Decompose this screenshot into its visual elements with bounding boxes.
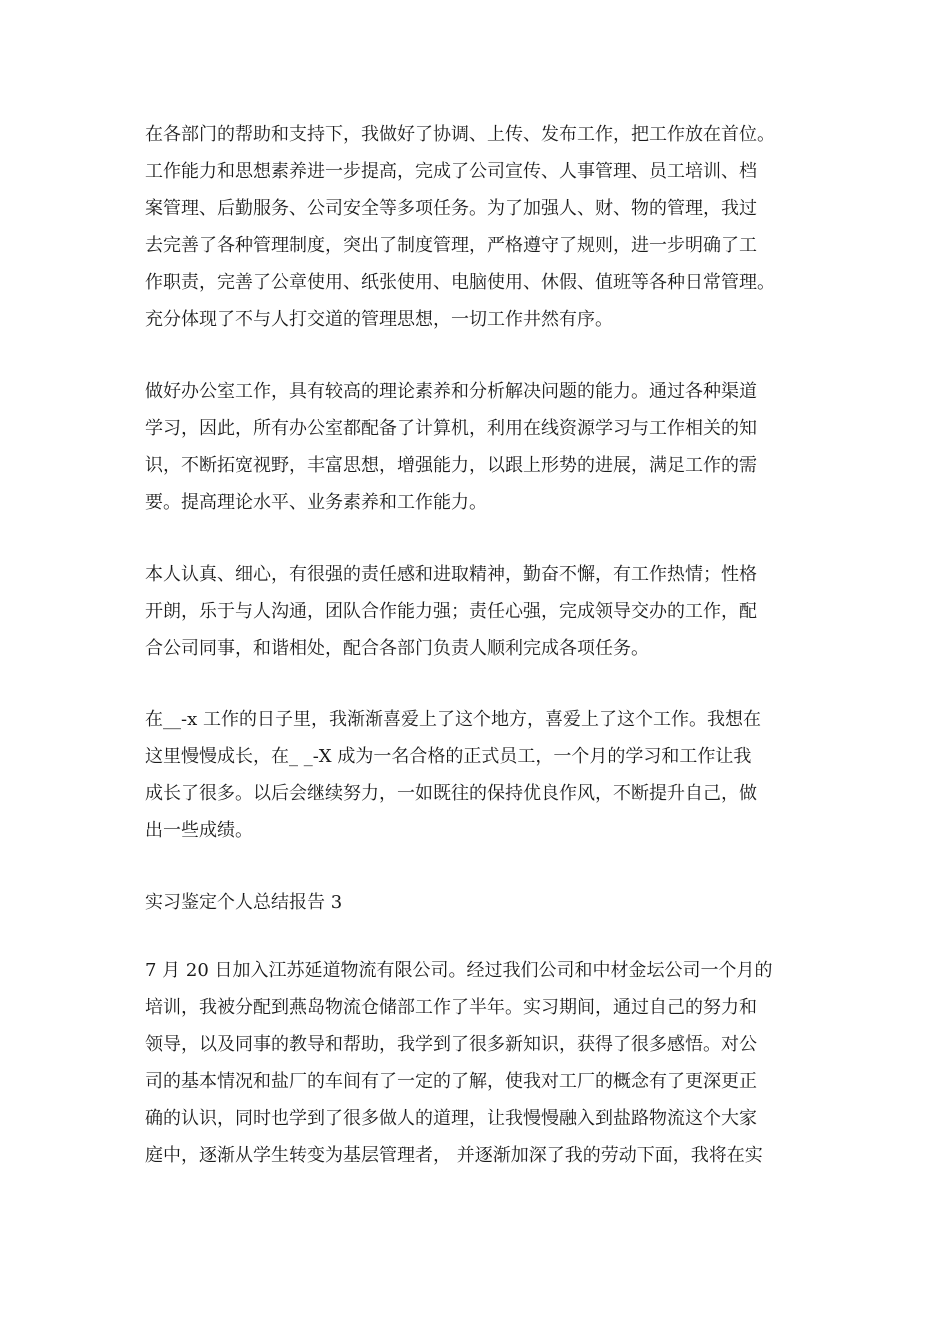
section-title: 实习鉴定个人总结报告 3	[145, 892, 343, 913]
text-line: 领导，以及同事的教导和帮助，我学到了很多新知识，获得了很多感悟。对公	[145, 1034, 757, 1055]
paragraph-1	[145, 116, 813, 338]
text-line: 学习，因此，所有办公室都配备了计算机，利用在线资源学习与工作相关的知	[145, 418, 757, 439]
paragraph-3	[145, 556, 813, 667]
paragraph-5	[145, 952, 813, 1174]
text-line: 培训，我被分配到燕岛物流仓储部工作了半年。实习期间，通过自己的努力和	[145, 997, 757, 1018]
text-line: 成长了很多。以后会继续努力，一如既往的保持优良作风，不断提升自己，做	[145, 783, 757, 804]
text-line: 开朗，乐于与人沟通，团队合作能力强；责任心强，完成领导交办的工作，配	[145, 601, 757, 622]
section-heading	[145, 884, 813, 921]
text-line: 出一些成绩。	[145, 820, 253, 841]
paragraph-2	[145, 373, 813, 521]
text-line: 确的认识，同时也学到了很多做人的道理，让我慢慢融入到盐路物流这个大家	[145, 1108, 757, 1129]
text-line: 工作能力和思想素养进一步提高，完成了公司宣传、人事管理、员工培训、档	[145, 161, 757, 182]
text-line: 7 月 20 日加入江苏延道物流有限公司。经过我们公司和中材金坛公司一个月的	[145, 960, 773, 981]
text-line: 作职责，完善了公章使用、纸张使用、电脑使用、休假、值班等各种日常管理。	[145, 272, 775, 293]
text-line: 这里慢慢成长，在_ _-X 成为一名合格的正式员工，一个月的学习和工作让我	[145, 746, 752, 767]
text-line: 在__-x 工作的日子里，我渐渐喜爱上了这个地方，喜爱上了这个工作。我想在	[145, 709, 761, 730]
paragraph-4	[145, 701, 813, 849]
text-line: 要。提高理论水平、业务素养和工作能力。	[145, 492, 487, 513]
text-line: 庭中，逐渐从学生转变为基层管理者， 并逐渐加深了我的劳动下面，我将在实	[145, 1145, 763, 1166]
text-line: 充分体现了不与人打交道的管理思想，一切工作井然有序。	[145, 309, 613, 330]
text-line: 司的基本情况和盐厂的车间有了一定的了解，使我对工厂的概念有了更深更正	[145, 1071, 757, 1092]
text-line: 本人认真、细心，有很强的责任感和进取精神，勤奋不懈，有工作热情；性格	[145, 564, 757, 585]
text-line: 案管理、后勤服务、公司安全等多项任务。为了加强人、财、物的管理，我过	[145, 198, 757, 219]
text-line: 在各部门的帮助和支持下，我做好了协调、上传、发布工作，把工作放在首位。	[145, 124, 775, 145]
text-line: 识，不断拓宽视野，丰富思想，增强能力，以跟上形势的进展，满足工作的需	[145, 455, 757, 476]
text-line: 合公司同事，和谐相处，配合各部门负责人顺利完成各项任务。	[145, 638, 649, 659]
text-line: 去完善了各种管理制度，突出了制度管理，严格遵守了规则，进一步明确了工	[145, 235, 757, 256]
text-line: 做好办公室工作，具有较高的理论素养和分析解决问题的能力。通过各种渠道	[145, 381, 757, 402]
